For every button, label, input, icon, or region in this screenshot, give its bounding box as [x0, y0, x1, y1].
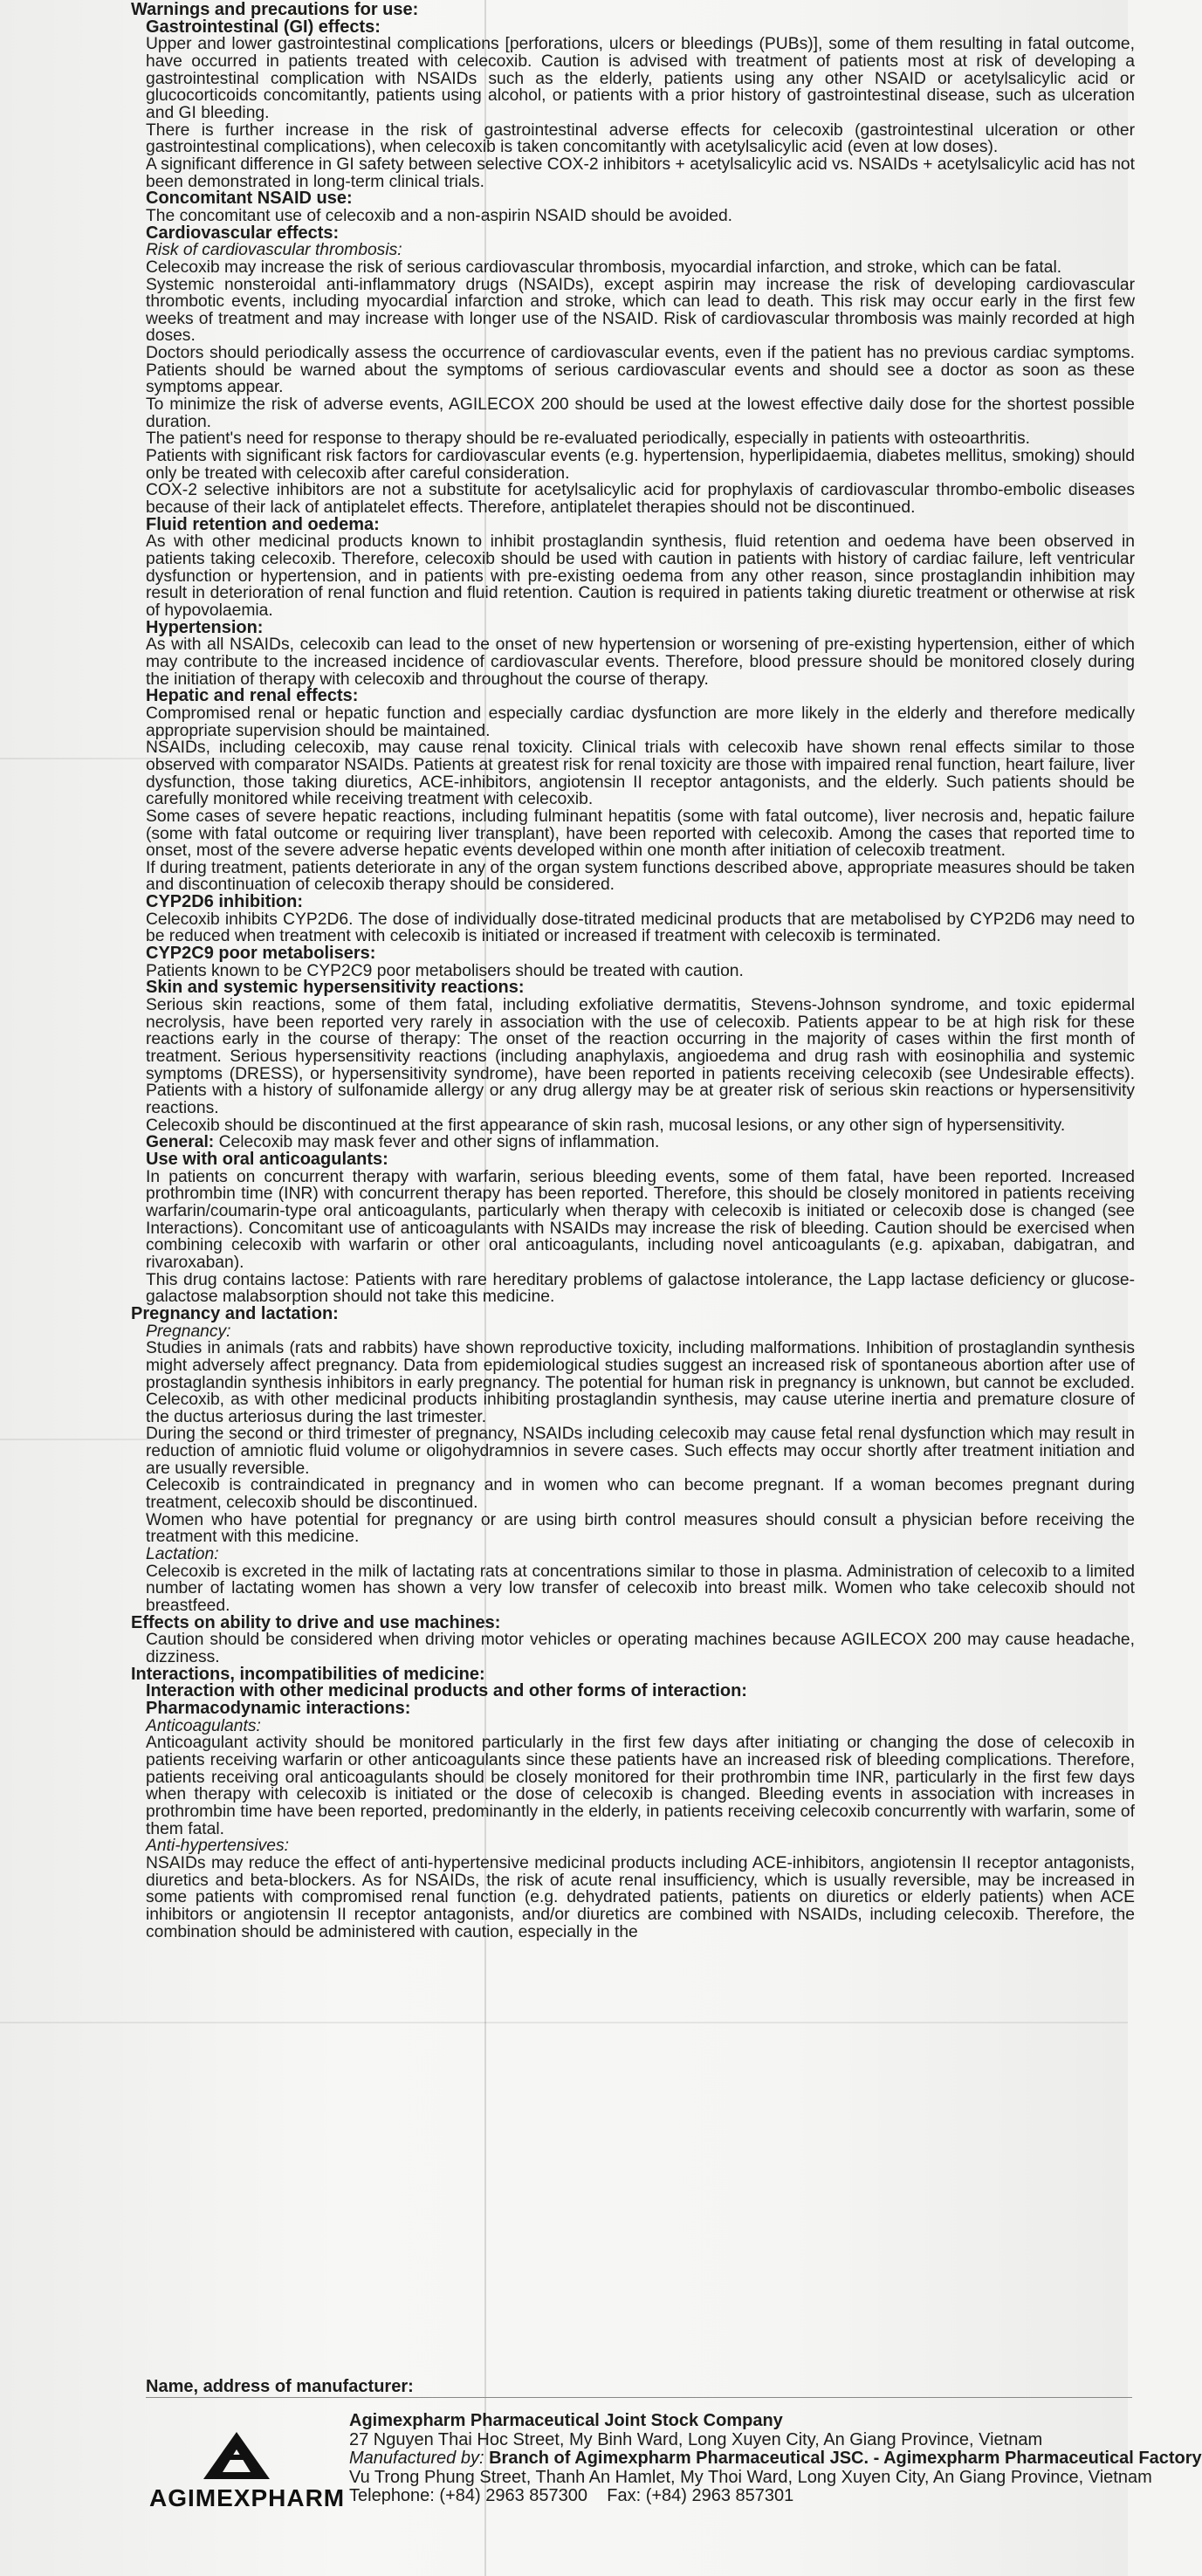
manufacturer-header — [146, 2378, 1132, 2396]
paragraph: Patients known to be CYP2C9 poor metabolisers should be treated with caution. — [146, 961, 744, 980]
paragraph: Celecoxib inhibits CYP2D6. The dose of individually dose-titrated medicinal products that are metabolised by CYP2D6 may need to be reduced when treatment with celecoxib is initiated or increased if treatment with celecoxib is terminated. — [146, 910, 1135, 946]
subsection-heading: Hepatic and renal effects: — [146, 686, 359, 706]
branch-name: Branch of Agimexpharm Pharmaceutical JSC. - Agimexpharm Pharmaceutical Factory — [489, 2449, 1202, 2468]
subsection-heading: CYP2C9 poor metabolisers: — [146, 944, 376, 964]
paragraph: There is further increase in the risk of gastrointestinal adverse effects for celecoxib (gastrointestinal ulceration or other gastrointestinal complications), when celecoxib is taken concomitantly with acetylsalicylic acid (even at low doses). — [146, 120, 1135, 157]
manufactured-by-line — [349, 2449, 1202, 2469]
subsection-heading: Interaction with other medicinal products and other forms of interaction: — [146, 1681, 747, 1701]
paragraph: NSAIDs, including celecoxib, may cause renal toxicity. Clinical trials with celecoxib have shown renal effects similar to those observed with comparator NSAIDs. Patients at greatest risk for renal toxicity are those with impaired renal function, heart failure, liver dysfunction, those taking diuretics, ACE-inhibitors, angiotensin II receptor antagonists, and the elderly. Such patients should be carefully monitored while receiving treatment with celecoxib. — [146, 738, 1135, 809]
subsection-heading: Fluid retention and oedema: — [146, 514, 380, 534]
divider — [146, 2397, 1132, 2398]
paragraph: Patients with significant risk factors for cardiovascular events (e.g. hypertension, hyperlipidaemia, diabetes mellitus, smoking) should only be treated with celecoxib after careful consideration. — [146, 447, 1135, 483]
paragraph: This drug contains lactose: Patients with rare hereditary problems of galactose intolerance, the Lapp lactase deficiency or glucose-galactose malabsorption should not take this medicine. — [146, 1270, 1135, 1307]
interactions-section — [146, 1683, 1135, 1941]
triangle-logo-icon — [149, 2428, 324, 2484]
paragraph: The patient's need for response to therapy should be re-evaluated periodically, especially in patients with osteoarthritis. — [146, 429, 1030, 449]
paragraph: Celecoxib may increase the risk of serious cardiovascular thrombosis, myocardial infarction, and stroke, which can be fatal. — [146, 258, 1062, 277]
paragraph: Doctors should periodically assess the occurrence of cardiovascular events, even if the patient has no previous cardiac symptoms. Patients should be warned about the symptoms of serious cardiovascular events and should see a doctor as soon as these symptoms appear. — [146, 344, 1135, 397]
pregnancy-section — [146, 1323, 1135, 1615]
agimexpharm-logo — [149, 2428, 346, 2511]
paragraph: NSAIDs may reduce the effect of anti-hypertensive medicinal products including ACE-inhibitors, angiotensin II receptor antagonists, diuretics and beta-blockers. As for NSAIDs, the risk of acute renal insufficiency, which is usually reversible, may be increased in some patients with compromised renal function (e.g. dehydrated patients, patients on diuretics or elderly patients) when ACE inhibitors or angiotensin II receptor antagonists, and/or diuretics are combined with NSAIDs, including celecoxib. Therefore, the combination should be administered with caution, especially in the — [146, 1853, 1135, 1941]
subsection-heading: Hypertension: — [146, 617, 264, 637]
italic-subheading: Anti-hypertensives: — [146, 1837, 289, 1856]
paragraph: The concomitant use of celecoxib and a non-aspirin NSAID should be avoided. — [146, 206, 733, 225]
subsection-heading: Concomitant NSAID use: — [146, 189, 353, 209]
paragraph: To minimize the risk of adverse events, AGILECOX 200 should be used at the lowest effective daily dose for the shortest possible duration. — [146, 395, 1135, 431]
paragraph: Systemic nonsteroidal anti-inflammatory drugs (NSAIDs), except aspirin may increase the risk of developing cardiovascular thrombotic events, including myocardial infarction and stroke, which can lead to death. This risk may occur early in the first few weeks of treatment and may increase with longer use of the NSAID. Risk of cardiovascular thrombosis was mainly recorded at high doses. — [146, 275, 1135, 346]
subsection-heading: Pharmacodynamic interactions: — [146, 1698, 411, 1718]
section-heading: Warnings and precautions for use: — [131, 0, 419, 19]
paragraph: Compromised renal or hepatic function and especially cardiac dysfunction are more likely in the elderly and therefore medically appropriate supervision should be maintained. — [146, 704, 1135, 740]
telephone: Telephone: (+84) 2963 857300 — [349, 2486, 588, 2505]
subsection-heading: Cardiovascular effects: — [146, 223, 340, 243]
fax: Fax: (+84) 2963 857301 — [607, 2486, 794, 2505]
section-heading: Pregnancy and lactation: — [131, 1303, 339, 1323]
subsection-heading: Use with oral anticoagulants: — [146, 1149, 388, 1169]
driving-section — [146, 1631, 1135, 1666]
paragraph: Celecoxib should be discontinued at the first appearance of skin rash, mucosal lesions, or any other sign of hypersensitivity. — [146, 1116, 1066, 1135]
paragraph: Celecoxib is excreted in the milk of lactating rats at concentrations similar to those in plasma. Administration of celecoxib to a limited number of lactating women has shown a very low transfer of celecoxib into breast milk. Women who take celecoxib should not breastfeed. — [146, 1562, 1135, 1616]
warnings-section — [146, 19, 1135, 1306]
logo-wordmark: AGIMEXPHARM — [149, 2484, 346, 2511]
italic-subheading: Pregnancy: — [146, 1322, 231, 1341]
paragraph: If during treatment, patients deteriorate in any of the organ system functions described above, appropriate measures should be taken and discontinuation of celecoxib therapy should be considered. — [146, 858, 1135, 895]
paragraph: Anticoagulant activity should be monitored particularly in the first few days after initiating or changing the dose of celecoxib in patients receiving warfarin or other anticoagulants since these patients have an increased risk of bleeding complications. Therefore, patients receiving oral anticoagulants should be closely monitored for their prothrombin time INR, particularly in the first few days when therapy with celecoxib is initiated or the dose of celecoxib is changed. Bleeding events in association with increases in prothrombin time have been reported, predominantly in the elderly, in patients receiving celecoxib concurrently with warfarin, some of them fatal. — [146, 1734, 1135, 1838]
subsection-heading: Skin and systemic hypersensitivity reactions: — [146, 978, 525, 998]
paragraph: A significant difference in GI safety between selective COX-2 inhibitors + acetylsalicylic acid vs. NSAIDs + acetylsalicylic acid has not been demonstrated in long-term clinical trials. — [146, 155, 1135, 191]
paragraph: As with other medicinal products known to inhibit prostaglandin synthesis, fluid retention and oedema have been observed in patients taking celecoxib. Therefore, celecoxib should be used with caution in patients with history of cardiac failure, left ventricular dysfunction or hypertension, and in patients with pre-existing oedema from any other reason, since prostaglandin inhibition may result in deterioration of renal function and fluid retention. Caution is required in patients taking diuretic treatment or otherwise at risk of hypovolaemia. — [146, 532, 1135, 620]
subsection-heading: CYP2D6 inhibition: — [146, 892, 303, 912]
manufactured-by-label: Manufactured by: — [349, 2449, 484, 2468]
paragraph: Studies in animals (rats and rabbits) have shown reproductive toxicity, including malformations. Inhibition of prostaglandin synthesis might adversely affect pregnancy. Data from epidemiological studies suggest an increased risk of spontaneous abortion after use of prostaglandin synthesis inhibitors in early pregnancy. The potential for human risk in pregnancy is unknown, but cannot be excluded. Celecoxib, as with other medicinal products inhibiting prostaglandin synthesis, may cause uterine inertia and premature closure of the ductus arteriosus during the last trimester. — [146, 1339, 1135, 1426]
paragraph: In patients on concurrent therapy with warfarin, serious bleeding events, some of them fatal, have been reported. Increased prothrombin time (INR) with concurrent therapy has been reported. Therefore, this should be closely monitored in patients receiving warfarin/coumarin-type oral anticoagulants, particularly when therapy with celecoxib is initiated or celecoxib dose is changed (see Interactions). Concomitant use of anticoagulants with NSAIDs may increase the risk of bleeding. Caution should be exercised when combining celecoxib with warfarin or other oral anticoagulants, including novel anticoagulants (e.g. apixaban, dabigatran, and rivaroxaban). — [146, 1167, 1135, 1272]
italic-subheading: Risk of cardiovascular thrombosis: — [146, 241, 402, 260]
paragraph: Upper and lower gastrointestinal complications [perforations, ulcers or bleedings (PUBs)], some of them resulting in fatal outcome, have occurred in patients treated with celecoxib. Caution is advised with treatment of patients most at risk of developing a gastrointestinal complication with NSAIDs such as the elderly, patients using any other NSAID or acetylsalicylic acid or glucocorticoids concomitantly, patients using alcohol, or patients with a prior history of gastrointestinal disease, such as ulceration and GI bleeding. — [146, 35, 1135, 122]
paragraph: Celecoxib may mask fever and other signs of inflammation. — [218, 1133, 660, 1152]
section-heading: Name, address of manufacturer: — [146, 2377, 414, 2396]
company-address: 27 Nguyen Thai Hoc Street, My Binh Ward, Long Xuyen City, An Giang Province, Vietnam — [349, 2429, 1043, 2449]
italic-subheading: Lactation: — [146, 1545, 219, 1564]
contact-line — [349, 2487, 1135, 2506]
section-heading: Interactions, incompatibilities of medicine: — [131, 1664, 485, 1684]
paragraph: Some cases of severe hepatic reactions, including fulminant hepatitis (some with fatal outcome), liver necrosis and, hepatic failure (some with fatal outcome or requiring liver transplant), have been reported with celecoxib. Among the cases that reported time to onset, most of the severe adverse hepatic events developed within one month after initiation of celecoxib treatment. — [146, 807, 1135, 861]
fold-crease — [0, 2022, 1128, 2023]
subsection-heading: Gastrointestinal (GI) effects: — [146, 17, 381, 37]
paragraph: Celecoxib is contraindicated in pregnancy and in women who can become pregnant. If a woman becomes pregnant during treatment, celecoxib should be discontinued. — [146, 1476, 1135, 1513]
paragraph: Serious skin reactions, some of them fatal, including exfoliative dermatitis, Stevens-Johnson syndrome, and toxic epidermal necrolysis, have been reported very rarely in association with the use of celecoxib. Patients appear to be at high risk for these reactions early in the course of therapy: The onset of the reaction occurring in the majority of cases within the first month of treatment. Serious hypersensitivity reactions (including anaphylaxis, angioedema and drug rash with eosinophilia and systemic symptoms (DRESS), or hypersensitivity syndrome), have been reported in patients receiving celecoxib (see Undesirable effects). Patients with a history of sulfonamide allergy or any drug allergy may be at greater risk of serious skin reactions or hypersensitivity reactions. — [146, 996, 1135, 1117]
paragraph: COX-2 selective inhibitors are not a substitute for acetylsalicylic acid for prophylaxis of cardiovascular thrombo-embolic diseases because of their lack of antiplatelet effects. Therefore, antiplatelet therapies should not be discontinued. — [146, 481, 1135, 518]
paragraph: Women who have potential for pregnancy or are using birth control measures should consult a physician before receiving the treatment with this medicine. — [146, 1510, 1135, 1547]
paragraph: Caution should be considered when driving motor vehicles or operating machines because AGILECOX 200 may cause headache, dizziness. — [146, 1631, 1135, 1666]
company-name: Agimexpharm Pharmaceutical Joint Stock Company — [349, 2411, 783, 2430]
branch-address: Vu Trong Phung Street, Thanh An Hamlet, My Thoi Ward, Long Xuyen City, An Giang Province, Vietnam — [349, 2467, 1152, 2487]
leaflet-text — [131, 2, 1135, 1941]
section-heading: Effects on ability to drive and use machines: — [131, 1612, 501, 1632]
manufacturer-address — [349, 2411, 1202, 2506]
italic-subheading: Anticoagulants: — [146, 1716, 261, 1735]
paragraph: During the second or third trimester of pregnancy, NSAIDs including celecoxib may cause fetal renal dysfunction which may result in reduction of amniotic fluid volume or oligohydramnios in severe cases. Such effects may occur shortly after treatment initiation and are usually reversible. — [146, 1425, 1135, 1478]
subsection-heading: General: — [146, 1133, 215, 1152]
paragraph: As with all NSAIDs, celecoxib can lead to the onset of new hypertension or worsening of pre-existing hypertension, either of which may contribute to the increased incidence of cardiovascular events. Therefore, blood pressure should be monitored closely during the initiation of therapy with celecoxib and throughout the course of therapy. — [146, 635, 1135, 689]
